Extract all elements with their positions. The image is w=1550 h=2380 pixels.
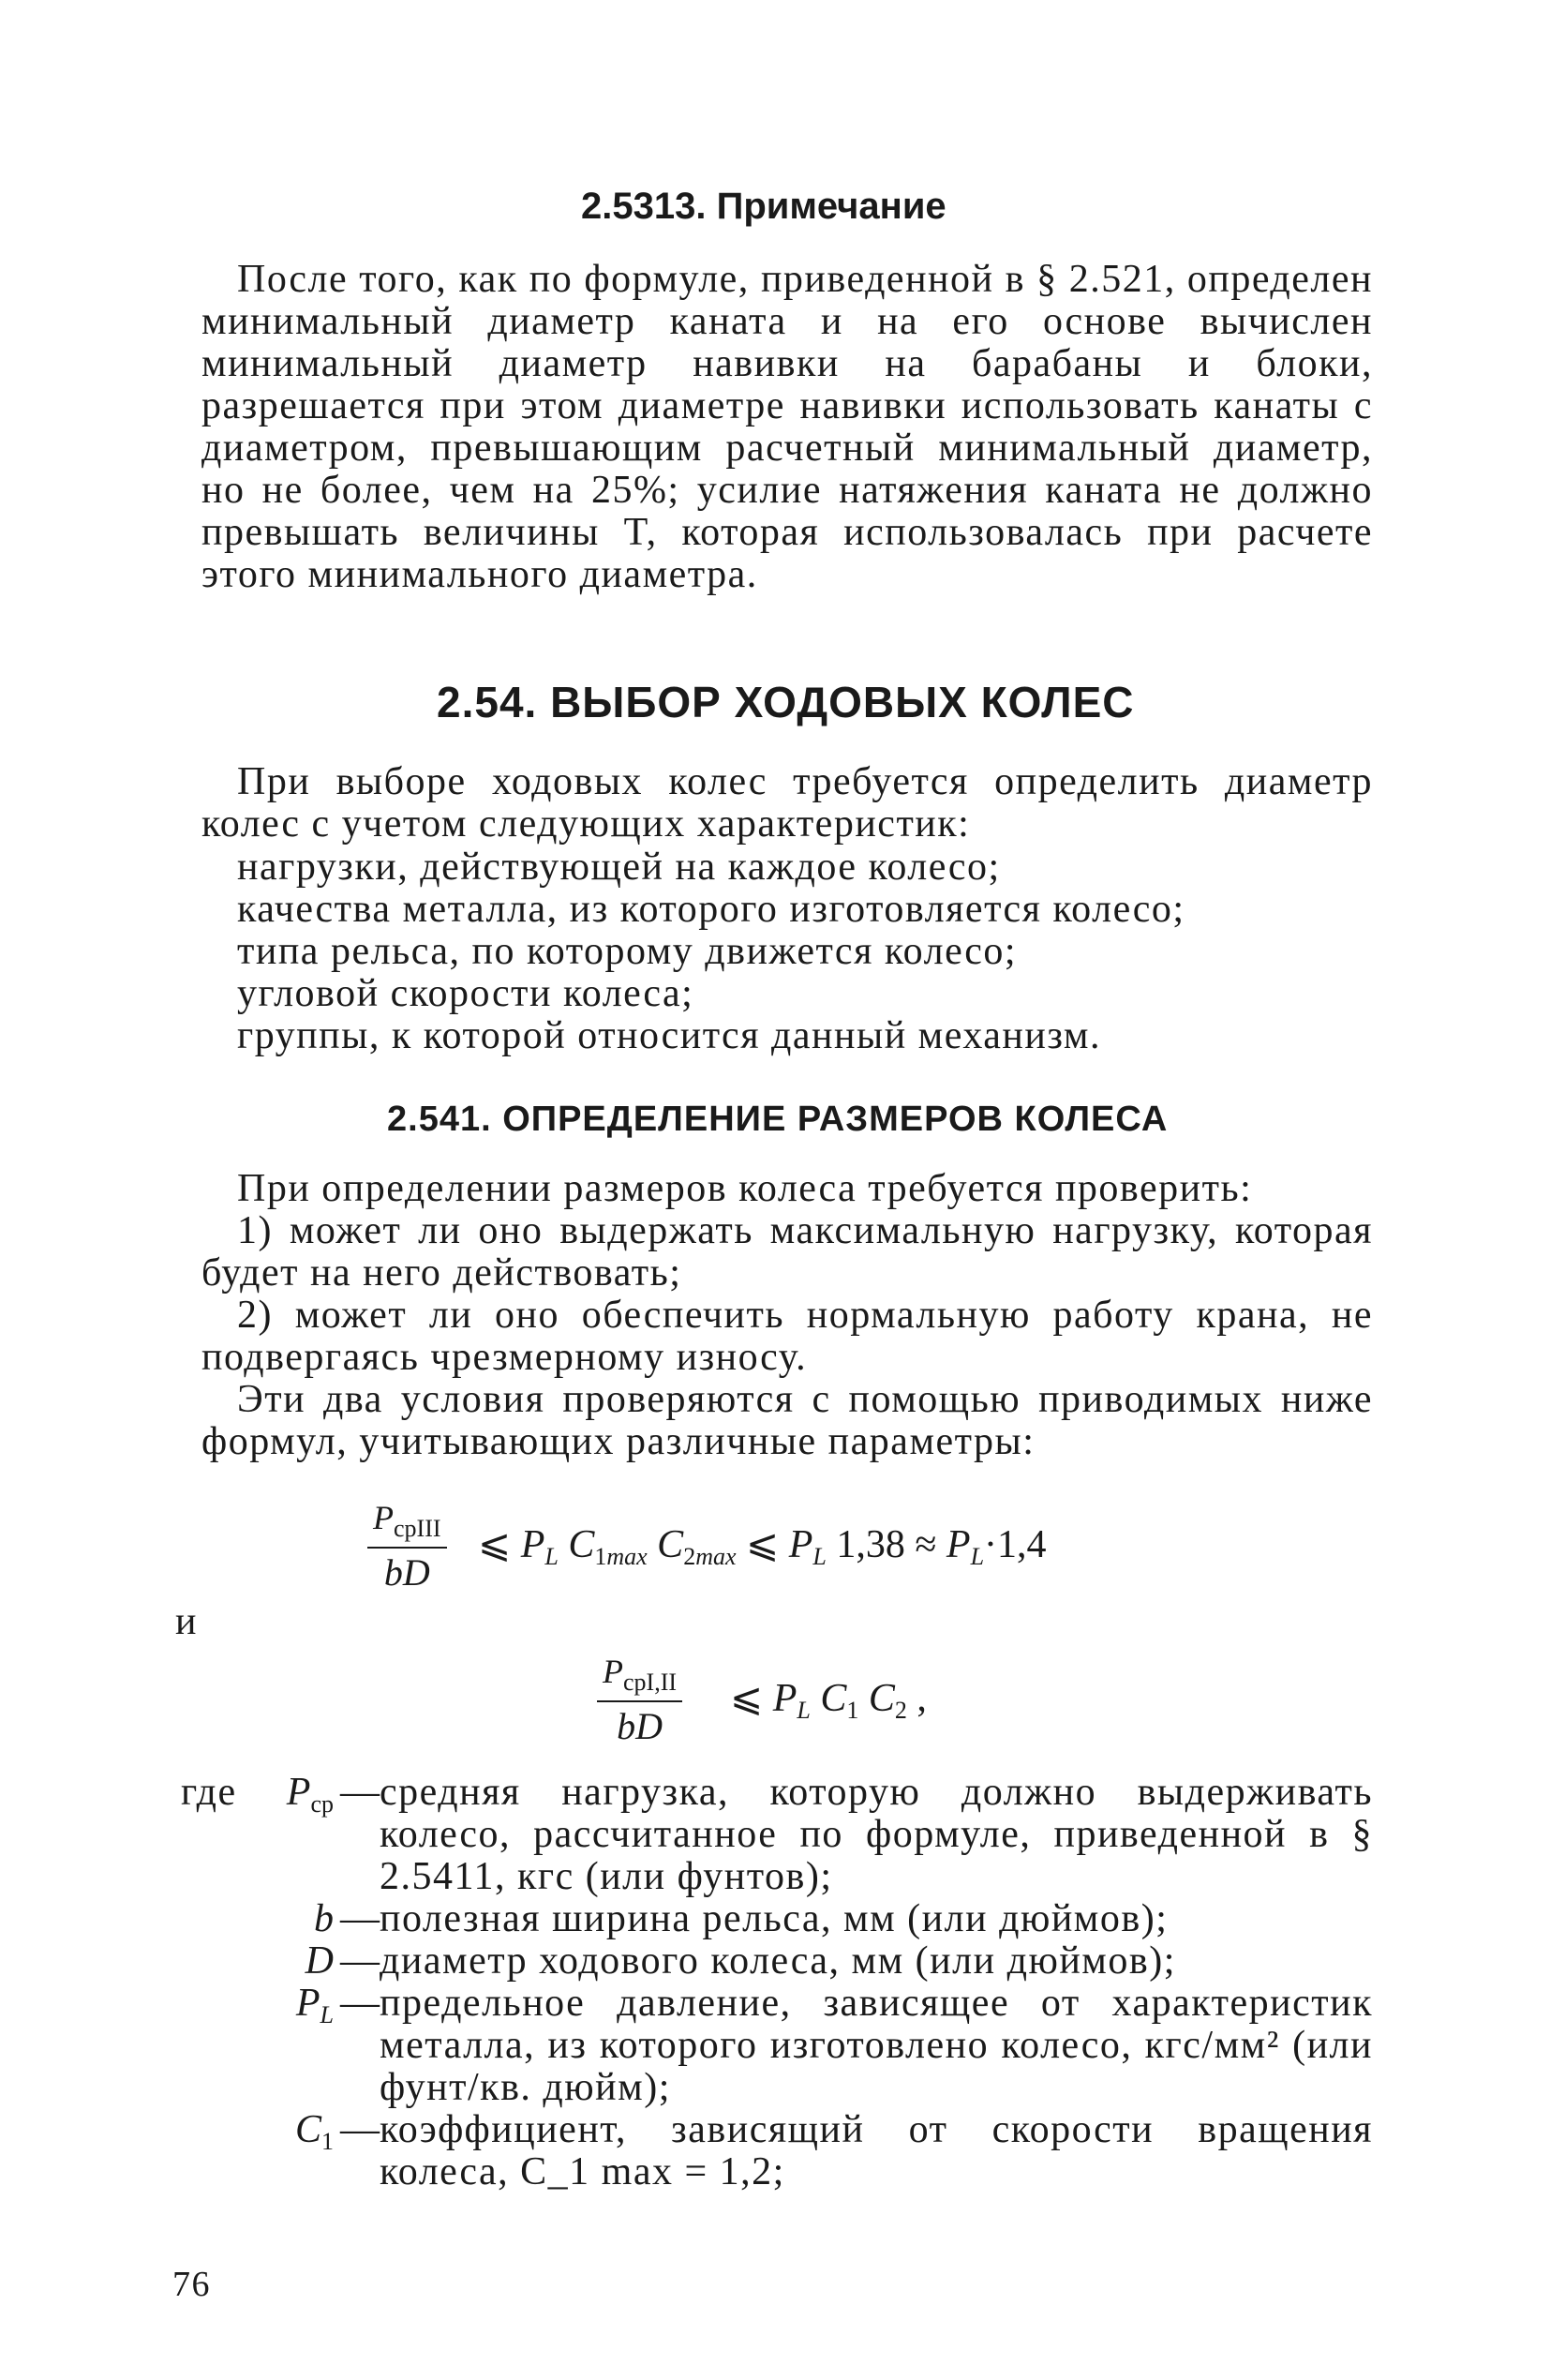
- def-dash: —: [340, 1771, 380, 1814]
- check-item-1: 1) может ли оно выдержать максимальную нагрузку, которая будет на него действовать;: [201, 1209, 1373, 1295]
- formula-1: $P_{срIII}$ bD ⩽ $P_L$ $C_{1max}$ $C_{2max}$ ⩽ $P_L$ $1,38 \approx P_L\cdot 1,4$: [367, 1498, 1211, 1592]
- section-heading-5313: 2.5313. Примечание: [581, 186, 946, 227]
- list-item: качества металла, из которого изготовляется колесо;: [237, 888, 1185, 931]
- def-term: $P_{ср}$: [286, 1771, 334, 1818]
- def-dash: —: [340, 1939, 380, 1983]
- check-item-2: 2) может ли оно обеспечить нормальную работу крана, не подвергаясь чрезмерному износу.: [201, 1294, 1373, 1379]
- def-term: b: [314, 1897, 334, 1940]
- def-dash: —: [340, 1982, 380, 2025]
- page-number: 76: [172, 2265, 211, 2304]
- def-dash: —: [340, 1897, 380, 1940]
- list-item: нагрузки, действующей на каждое колесо;: [237, 846, 1001, 889]
- formula-2: $P_{срI,II}$ bD ⩽ $P_L$ $C_1$ $C_2$ ,: [597, 1652, 1066, 1745]
- section-heading-541: 2.541. ОПРЕДЕЛЕНИЕ РАЗМЕРОВ КОЛЕСА: [387, 1100, 1169, 1139]
- section-intro-54: При выборе ходовых колес требуется определить диаметр колес с учетом следующих характеристик:: [201, 760, 1373, 846]
- list-item: типа рельса, по которому движется колесо;: [237, 930, 1018, 973]
- where-label: где: [181, 1771, 237, 1814]
- def-text: диаметр ходового колеса, мм (или дюймов);: [380, 1939, 1176, 1983]
- section-heading-54: 2.54. ВЫБОР ХОДОВЫХ КОЛЕС: [437, 678, 1135, 726]
- section-intro-541: При определении размеров колеса требуется проверить:: [237, 1167, 1253, 1210]
- section-paragraph-5313: После того, как по формуле, приведенной в § 2.521, определен минимальный диаметр каната и на его основе вычислен минимальный диаметр навивки на барабаны и блоки, разрешается при этом диаметре навивки использовать канаты с диаметром, превышающим расчетный минимальный диаметр, но не более, чем на 25%; усилие натяжения каната не должно превышать величины T, которая использовалась при расчете этого минимального диаметра.: [201, 258, 1373, 596]
- def-text: полезная ширина рельса, мм (или дюймов);: [380, 1897, 1169, 1940]
- def-text: коэффициент, зависящий от скорости вращения колеса, C_1 max = 1,2;: [380, 2108, 1373, 2193]
- def-term: D: [305, 1939, 334, 1983]
- list-item: группы, к которой относится данный механизм.: [237, 1014, 1101, 1057]
- formula-2-rhs: ⩽ $P_L$ $C_1$ $C_2$ ,: [730, 1677, 927, 1724]
- conditions-paragraph: Эти два условия проверяются с помощью приводимых ниже формул, учитывающих различные параметры:: [201, 1378, 1373, 1463]
- conjunction-and: и: [175, 1600, 198, 1643]
- formula-1-rhs: ⩽ $P_L$ $C_{1max}$ $C_{2max}$ ⩽ $P_L$ $1,38 \approx P_L\cdot 1,4$: [478, 1523, 1047, 1570]
- def-text: средняя нагрузка, которую должно выдерживать колесо, рассчитанное по формуле, приведенной в § 2.5411, кгс (или фунтов);: [380, 1771, 1373, 1898]
- def-term: $C_1$: [294, 2108, 334, 2155]
- def-dash: —: [340, 2108, 380, 2151]
- def-term: $P_L$: [295, 1982, 334, 2028]
- list-item: угловой скорости колеса;: [237, 972, 694, 1015]
- def-text: предельное давление, зависящее от характеристик металла, из которого изготовлено колесо, кгс/мм² (или фунт/кв. дюйм);: [380, 1982, 1373, 2109]
